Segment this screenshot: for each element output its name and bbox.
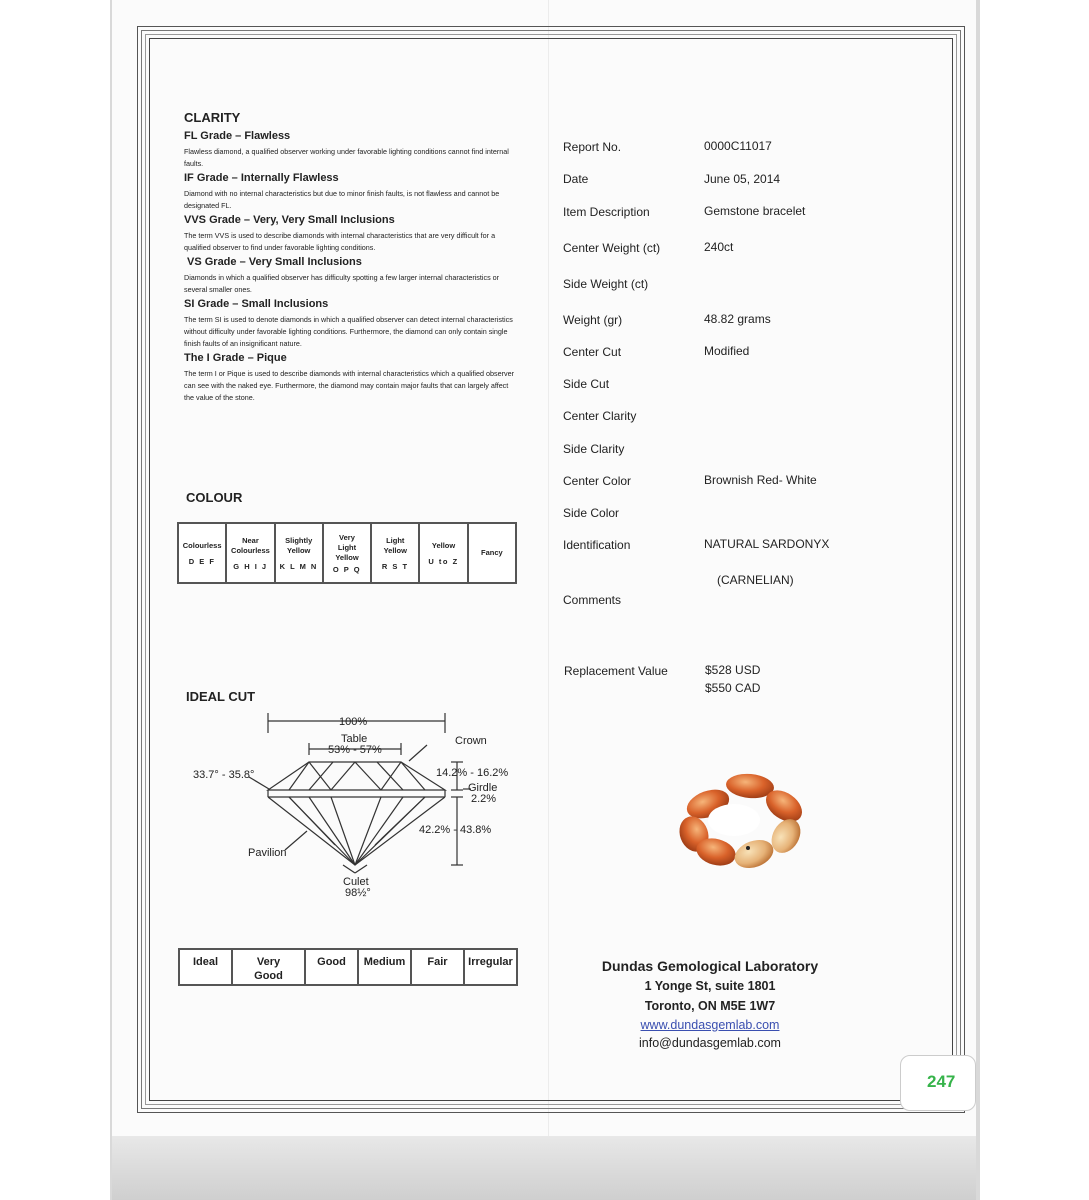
grade-title-vvs: VVS Grade – Very, Very Small Inclusions bbox=[184, 214, 395, 226]
colour-title: COLOUR bbox=[186, 490, 243, 505]
bracelet-photo bbox=[672, 764, 810, 874]
colour-cell-name: Near Colourless bbox=[231, 535, 270, 555]
label-crown-angle: 33.7° - 35.8° bbox=[193, 769, 255, 781]
colour-cell bbox=[420, 524, 468, 582]
replacement-value-usd: $528 USD bbox=[705, 663, 761, 677]
cut-grade-cell: Very Good bbox=[233, 950, 306, 984]
field-value-center-color: Brownish Red- White bbox=[704, 473, 817, 487]
colour-cell-name: Fancy bbox=[480, 548, 503, 557]
colour-cell-range: O P Q bbox=[332, 564, 362, 574]
clarity-title: CLARITY bbox=[184, 110, 241, 125]
lot-number: 247 bbox=[927, 1072, 956, 1091]
lab-website-link[interactable]: www.dundasgemlab.com bbox=[640, 1018, 780, 1032]
grade-title-if: IF Grade – Internally Flawless bbox=[184, 172, 339, 184]
lab-address-line1: 1 Yonge St, suite 1801 bbox=[644, 979, 776, 993]
cut-grade-cell: Fair bbox=[412, 950, 465, 984]
colour-scale-table bbox=[177, 522, 517, 584]
cut-grade-cell: Irregular bbox=[468, 956, 513, 968]
comments-label: Comments bbox=[563, 593, 622, 607]
field-value-center-weight: 240ct bbox=[704, 240, 734, 254]
colour-cell bbox=[372, 524, 420, 582]
colour-cell bbox=[324, 524, 372, 582]
field-label-side-clarity: Side Clarity bbox=[563, 442, 625, 456]
grade-desc-if: Diamond with no internal characteristics but due to minor finish faults, is not flawless and cannot be designated FL. bbox=[184, 189, 500, 210]
colour-cell-range: R S T bbox=[381, 561, 409, 571]
field-label-identification: Identification bbox=[563, 538, 631, 552]
label-culet-value: 98½° bbox=[345, 887, 371, 899]
cut-grade-table bbox=[178, 948, 518, 986]
cut-grade-cell: Good bbox=[306, 950, 359, 984]
field-label-report-no: Report No. bbox=[563, 140, 622, 154]
colour-cell bbox=[179, 524, 227, 582]
colour-cell-name: Colourless bbox=[182, 540, 222, 550]
label-width: 100% bbox=[339, 716, 368, 728]
label-girdle: Girdle bbox=[468, 782, 498, 794]
colour-cell-range: G H I J bbox=[233, 561, 268, 571]
field-label-side-cut: Side Cut bbox=[563, 377, 610, 391]
colour-cell-name: Light Yellow bbox=[383, 535, 407, 555]
grade-title-fl: FL Grade – Flawless bbox=[184, 130, 291, 142]
grade-title-vs: VS Grade – Very Small Inclusions bbox=[187, 256, 362, 268]
label-crown-height: 14.2% - 16.2% bbox=[436, 767, 509, 779]
grade-desc-i: The term I or Pique is used to describe diamonds with internal characteristics which a qualified observer can see with the naked eye. Furthermore, the diamond may contain major faults that can largely affect the value of the stone. bbox=[184, 369, 514, 402]
field-label-side-weight: Side Weight (ct) bbox=[563, 277, 649, 291]
colour-cell bbox=[276, 524, 324, 582]
field-value-item-description: Gemstone bracelet bbox=[704, 204, 806, 218]
field-value-report-no: 0000C11017 bbox=[704, 139, 772, 153]
lot-tag bbox=[900, 1055, 976, 1111]
label-crown: Crown bbox=[455, 735, 487, 747]
grade-desc-fl: Flawless diamond, a qualified observer working under favorable lighting conditions cannot find internal faults. bbox=[184, 147, 509, 168]
label-pavilion: Pavilion bbox=[248, 847, 287, 859]
field-value-identification: NATURAL SARDONYX bbox=[704, 537, 830, 551]
colour-cell-name: Yellow bbox=[431, 540, 456, 550]
label-table: Table bbox=[341, 733, 368, 745]
colour-cell-range: U to Z bbox=[428, 556, 459, 566]
lab-email: info@dundasgemlab.com bbox=[639, 1036, 781, 1050]
label-girdle-value: 2.2% bbox=[471, 793, 497, 805]
grade-title-i: The I Grade – Pique bbox=[184, 352, 287, 364]
field-label-center-color: Center Color bbox=[563, 474, 632, 488]
label-culet: Culet bbox=[343, 876, 369, 888]
lab-address-line2: Toronto, ON M5E 1W7 bbox=[644, 999, 776, 1013]
field-label-date: Date bbox=[563, 172, 589, 186]
sheet-sleeve bbox=[112, 1136, 976, 1200]
cut-grade-cell: Ideal bbox=[180, 950, 233, 984]
label-pavilion-depth: 42.2% - 43.8% bbox=[419, 824, 492, 836]
grade-desc-vvs: The term VVS is used to describe diamonds with internal characteristics that are very difficult for a qualified observer to find under favorable lighting conditions. bbox=[184, 231, 496, 252]
field-value-center-cut: Modified bbox=[704, 344, 750, 358]
field-value-weight: 48.82 grams bbox=[704, 312, 771, 326]
field-label-center-weight: Center Weight (ct) bbox=[563, 241, 661, 255]
field-label-center-clarity: Center Clarity bbox=[563, 409, 637, 423]
grade-title-si: SI Grade – Small Inclusions bbox=[184, 298, 329, 310]
label-table-range: 53% - 57% bbox=[328, 744, 382, 756]
lab-name: Dundas Gemological Laboratory bbox=[601, 958, 819, 974]
grade-desc-vs: Diamonds in which a qualified observer has difficulty spotting a few larger internal characteristics or several smaller ones. bbox=[184, 273, 500, 294]
colour-cell bbox=[227, 524, 275, 582]
colour-cell-range: D E F bbox=[188, 556, 216, 566]
field-label-weight: Weight (gr) bbox=[563, 313, 623, 327]
diamond-diagram bbox=[185, 705, 515, 905]
ideal-cut-title: IDEAL CUT bbox=[186, 689, 256, 704]
grade-desc-si: The term SI is used to denote diamonds in which a qualified observer can detect internal characteristics without difficulty under favorable lighting conditions. Furthermore, the diamond can only contain single finish faults of an insignificant nature. bbox=[184, 315, 513, 348]
colour-cell-range: K L M N bbox=[279, 561, 318, 571]
colour-cell-name: Very Light Yellow bbox=[335, 532, 359, 562]
cut-grade-cell: Medium bbox=[359, 950, 412, 984]
field-value-date: June 05, 2014 bbox=[704, 172, 781, 186]
identification-note: (CARNELIAN) bbox=[717, 573, 794, 587]
colour-cell-name: Slightly Yellow bbox=[285, 535, 313, 555]
replacement-value-label: Replacement Value bbox=[564, 664, 668, 678]
field-label-center-cut: Center Cut bbox=[563, 345, 622, 359]
field-label-item-description: Item Description bbox=[563, 205, 650, 219]
replacement-value-cad: $550 CAD bbox=[705, 681, 761, 695]
field-label-side-color: Side Color bbox=[563, 506, 620, 520]
colour-cell bbox=[469, 524, 515, 582]
